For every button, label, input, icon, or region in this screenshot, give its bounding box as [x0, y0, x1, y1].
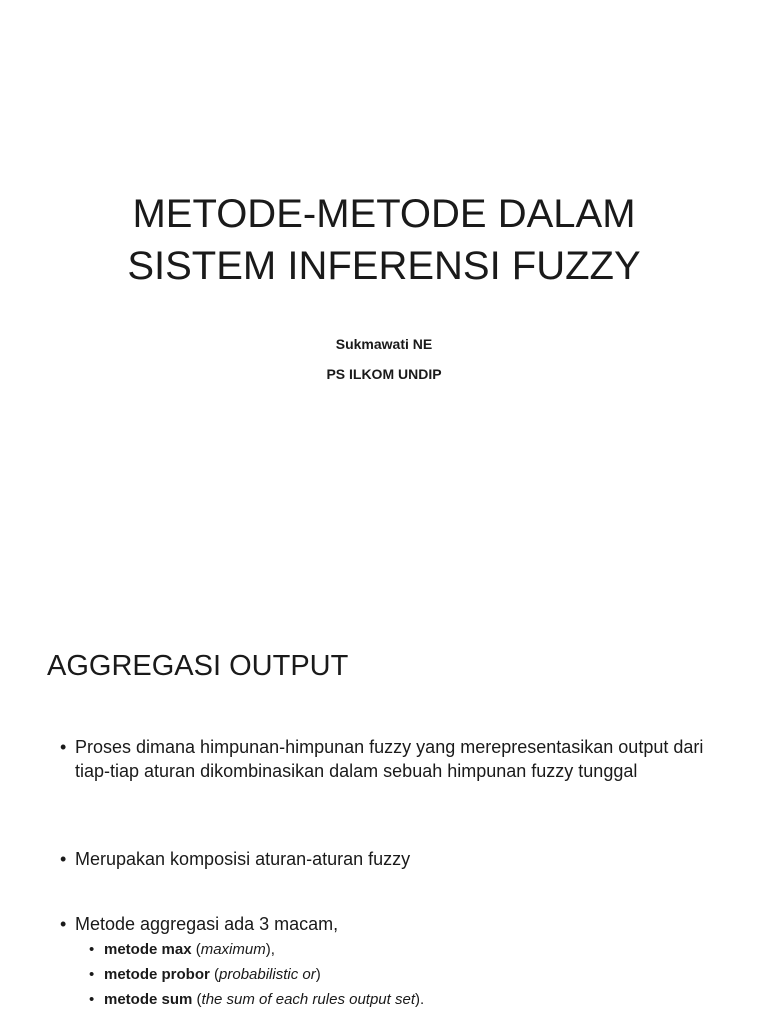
organization-name: PS ILKOM UNDIP [326, 366, 442, 382]
sub-bullet-marker: • [89, 991, 95, 1008]
close-paren: ). [415, 991, 425, 1008]
sub-bullet-text [89, 990, 424, 1010]
sub-bullet-marker: • [89, 966, 95, 983]
author-name: Sukmawati NE [335, 336, 433, 352]
sub-bullet-item [89, 940, 275, 960]
bullet-item [60, 847, 720, 871]
presentation-title [0, 188, 768, 292]
bullet-marker: • [60, 737, 67, 757]
sub-bullet-text [89, 965, 321, 985]
method-detail: probabilistic or [219, 966, 316, 983]
sub-bullet-item [89, 965, 321, 985]
bullet-text: Metode aggregasi ada 3 macam, [75, 914, 339, 934]
open-paren: ( [192, 991, 202, 1008]
method-detail: the sum of each rules output set [201, 991, 415, 1008]
content-slide [0, 578, 768, 1024]
method-name: metode sum [104, 991, 193, 1008]
method-name: metode probor [104, 966, 210, 983]
open-paren: ( [191, 941, 201, 958]
close-paren: ) [315, 966, 321, 983]
title-line-2: SISTEM INFERENSI FUZZY [127, 244, 641, 288]
bullet-text: Proses dimana himpunan-himpunan fuzzy yang merepresentasikan output dari tiap-tiap aturan dikombinasikan dalam sebuah himpunan fuzzy tunggal [75, 737, 704, 781]
bullet-marker: • [60, 914, 67, 934]
method-name: metode max [104, 941, 192, 958]
bullet-item [60, 912, 720, 936]
bullet-item [60, 735, 720, 783]
open-paren: ( [209, 966, 220, 983]
close-paren: ), [265, 941, 275, 958]
bullet-text: Merupakan komposisi aturan-aturan fuzzy [75, 849, 411, 869]
slide-title: AGGREGASI OUTPUT [47, 650, 349, 682]
method-detail: maximum [200, 941, 266, 958]
bullet-marker: • [60, 849, 67, 869]
sub-bullet-item [89, 990, 424, 1010]
sub-bullet-text [89, 940, 275, 960]
sub-bullet-marker: • [89, 941, 95, 958]
title-line-1: METODE-METODE DALAM [132, 192, 636, 236]
